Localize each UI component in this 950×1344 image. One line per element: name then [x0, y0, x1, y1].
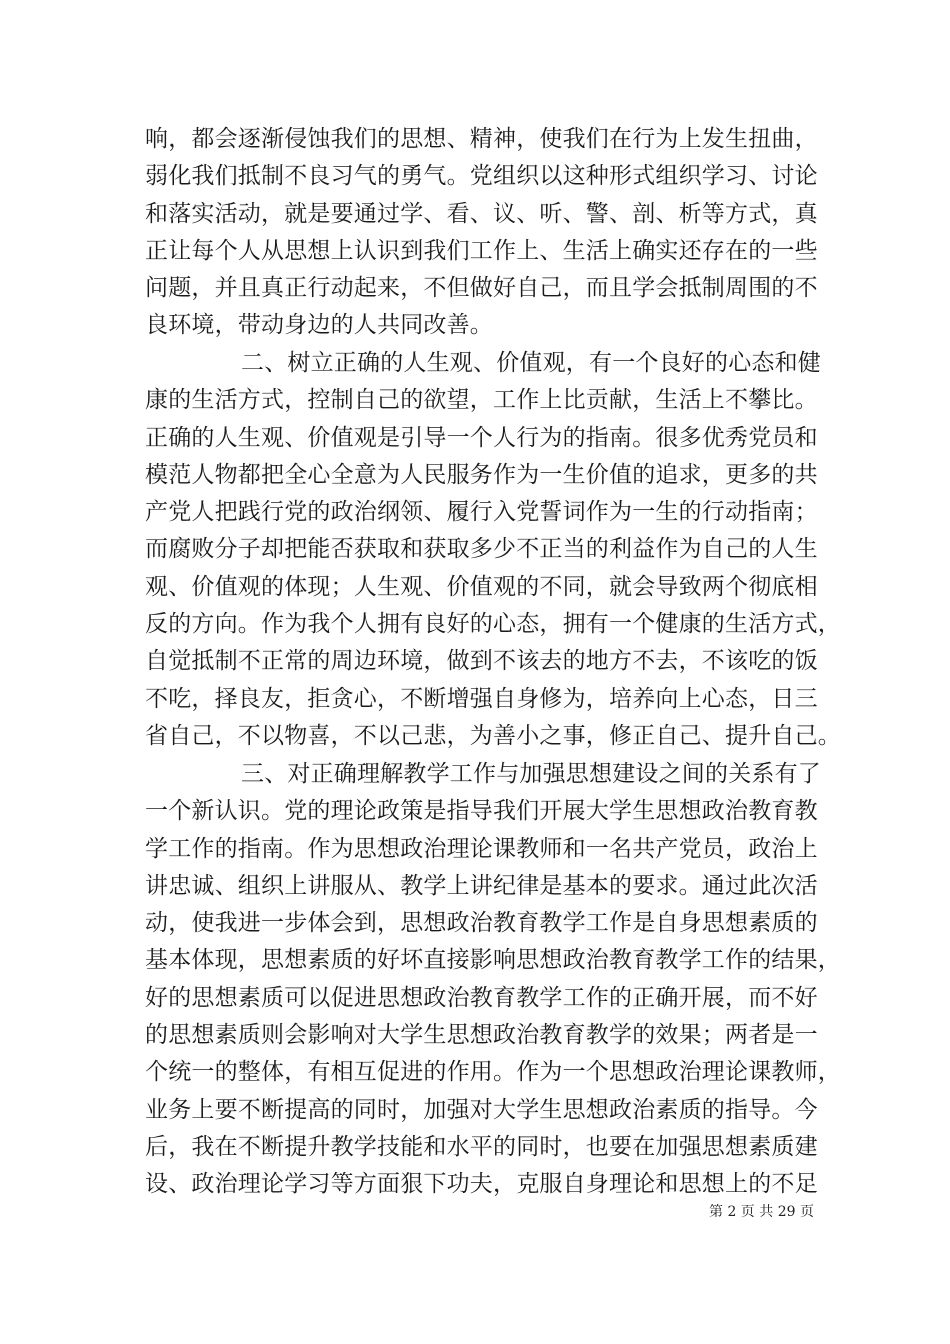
text-line: 好的思想素质可以促进思想政治教育教学工作的正确开展，而不好 [145, 984, 818, 1011]
text-line: 弱化我们抵制不良习气的勇气。党组织以这种形式组织学习、讨论 [145, 163, 818, 190]
text-line: 正让每个人从思想上认识到我们工作上、生活上确实还存在的一些 [145, 237, 818, 264]
text-line: 的思想素质则会影响对大学生思想政治教育教学的效果；两者是一 [145, 1022, 818, 1049]
text-line: 正确的人生观、价值观是引导一个人行为的指南。很多优秀党员和 [145, 424, 818, 451]
text-line: 讲忠诚、组织上讲服从、教学上讲纪律是基本的要求。通过此次活 [145, 872, 818, 899]
text-line: 康的生活方式，控制自己的欲望，工作上比贡献，生活上不攀比。 [145, 387, 818, 414]
text-line: 一个新认识。党的理论政策是指导我们开展大学生思想政治教育教 [145, 798, 818, 825]
section-heading-line: 三、对正确理解教学工作与加强思想建设之间的关系有了 [241, 761, 821, 787]
text-line: 学工作的指南。作为思想政治理论课教师和一名共产党员，政治上 [145, 835, 818, 862]
text-line: 不吃，择良友，拒贪心，不断增强自身修为，培养向上心态，日三 [145, 685, 818, 712]
text-line: 和落实活动，就是要通过学、看、议、听、警、剖、析等方式，真 [145, 200, 818, 227]
text-line: 省自己，不以物喜，不以己悲，为善小之事，修正自己、提升自己。 [145, 722, 841, 749]
page-number-footer: 第 2 页 共 29 页 [709, 1204, 814, 1220]
text-line: 动，使我进一步体会到，思想政治教育教学工作是自身思想素质的 [145, 910, 818, 937]
paragraph-3 [145, 756, 841, 1204]
text-line: 个统一的整体，有相互促进的作用。作为一个思想政治理论课教师， [145, 1059, 841, 1086]
text-line: 后，我在不断提升教学技能和水平的同时，也要在加强思想素质建 [145, 1133, 818, 1160]
text-line: 产党人把践行党的政治纲领、履行入党誓词作为一生的行动指南； [145, 499, 818, 526]
paragraph-2 [145, 345, 841, 755]
text-line: 观、价值观的体现；人生观、价值观的不同，就会导致两个彻底相 [145, 573, 818, 600]
text-line: 响，都会逐渐侵蚀我们的思想、精神，使我们在行为上发生扭曲， [145, 126, 818, 152]
text-line: 问题，并且真正行动起来，不但做好自己，而且学会抵制周围的不 [145, 275, 818, 302]
text-line: 业务上要不断提高的同时，加强对大学生思想政治素质的指导。今 [145, 1096, 818, 1123]
text-line: 而腐败分子却把能否获取和获取多少不正当的利益作为自己的人生 [145, 536, 818, 563]
text-line: 反的方向。作为我个人拥有良好的心态，拥有一个健康的生活方式， [145, 611, 841, 638]
section-heading-line: 二、树立正确的人生观、价值观，有一个良好的心态和健 [241, 350, 821, 376]
paragraph-1 [145, 121, 825, 345]
text-line: 基本体现，思想素质的好坏直接影响思想政治教育教学工作的结果， [145, 947, 841, 974]
text-line: 模范人物都把全心全意为人民服务作为一生价值的追求，更多的共 [145, 461, 818, 488]
text-line: 自觉抵制不正常的周边环境，做到不该去的地方不去，不该吃的饭 [145, 648, 818, 675]
text-line: 良环境，带动身边的人共同改善。 [145, 312, 493, 339]
text-line: 设、政治理论学习等方面狠下功夫，克服自身理论和思想上的不足 [145, 1171, 818, 1198]
